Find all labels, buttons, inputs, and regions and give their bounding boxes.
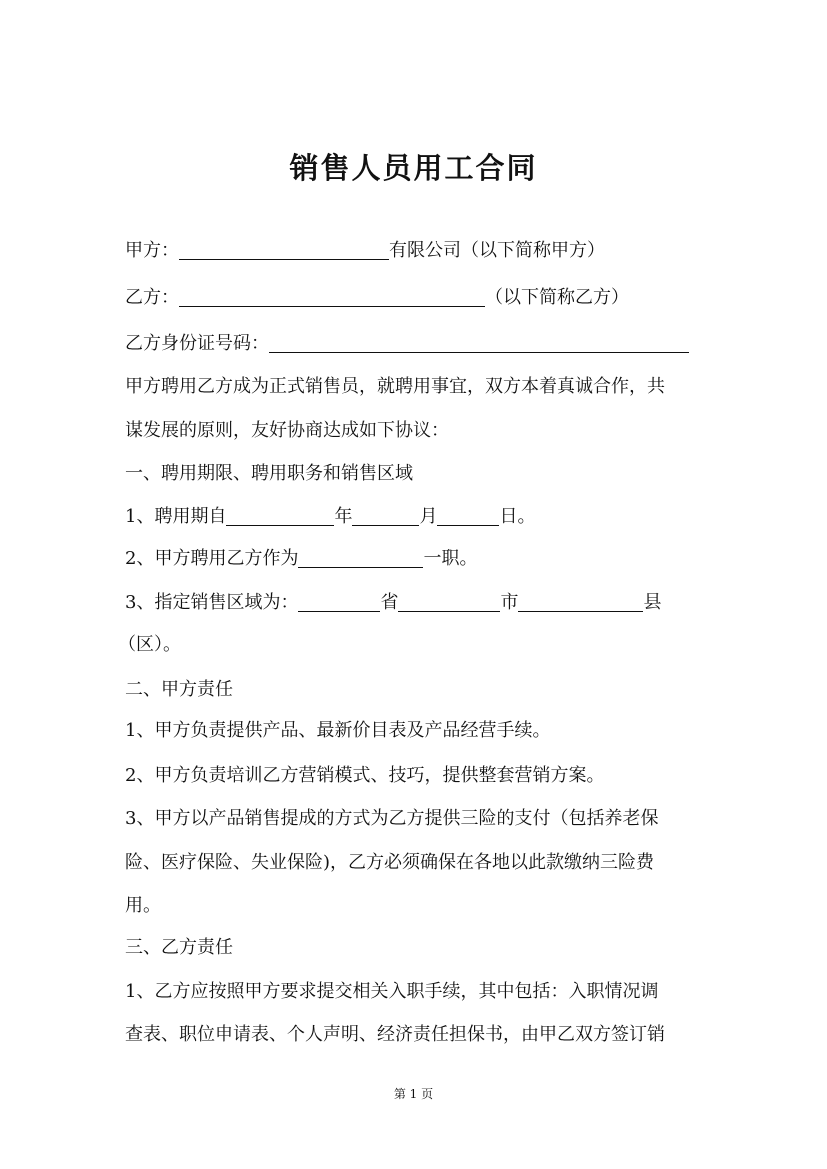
day-label: 日。 bbox=[499, 506, 536, 527]
year-label: 年 bbox=[334, 506, 353, 527]
county-blank[interactable] bbox=[518, 591, 643, 612]
id-number-label: 乙方身份证号码： bbox=[125, 333, 269, 354]
province-blank[interactable] bbox=[298, 591, 380, 612]
intro-line-1: 甲方聘用乙方成为正式销售员，就聘用事宜，双方本着真诚合作，共 bbox=[125, 376, 665, 397]
city-blank[interactable] bbox=[398, 591, 500, 612]
month-label: 月 bbox=[419, 506, 438, 527]
party-a-duty-2: 2、甲方负责培训乙方营销模式、技巧，提供整套营销方案。 bbox=[125, 765, 605, 786]
party-b-name-blank[interactable] bbox=[179, 286, 485, 307]
section-3-heading: 三、乙方责任 bbox=[125, 937, 233, 958]
id-number-blank[interactable] bbox=[269, 332, 689, 353]
section-2-heading: 二、甲方责任 bbox=[125, 679, 233, 700]
year-blank[interactable] bbox=[226, 505, 334, 526]
page-number: 1 bbox=[409, 1087, 418, 1101]
party-b-duty-1-line-2: 查表、职位申请表、个人声明、经济责任担保书，由甲乙双方签订销 bbox=[125, 1024, 665, 1045]
sales-region-prefix: 3、指定销售区域为： bbox=[125, 592, 299, 613]
party-a-label: 甲方： bbox=[125, 240, 179, 261]
party-b-line bbox=[125, 285, 705, 311]
page-footer bbox=[0, 1085, 827, 1102]
position-suffix: 一职。 bbox=[423, 548, 478, 569]
party-b-label: 乙方： bbox=[125, 287, 179, 308]
province-label: 省 bbox=[380, 592, 399, 613]
sales-region-line-2: （区）。 bbox=[118, 634, 181, 655]
party-a-line bbox=[125, 238, 705, 264]
party-a-duty-3-line-2: 险、医疗保险、失业保险)，乙方必须确保在各地以此款缴纳三险费 bbox=[125, 852, 655, 873]
city-label: 市 bbox=[500, 592, 519, 613]
party-a-suffix: 有限公司（以下简称甲方） bbox=[389, 240, 605, 261]
position-prefix: 2、甲方聘用乙方作为 bbox=[125, 548, 299, 569]
sales-region-line bbox=[125, 590, 705, 616]
party-b-suffix: （以下简称乙方） bbox=[485, 287, 629, 308]
party-a-duty-3-line-1: 3、甲方以产品销售提成的方式为乙方提供三险的支付（包括养老保 bbox=[125, 808, 659, 829]
day-blank[interactable] bbox=[437, 505, 499, 526]
employment-period-line bbox=[125, 504, 705, 530]
page-prefix: 第 bbox=[393, 1087, 406, 1101]
page-suffix: 页 bbox=[421, 1087, 434, 1101]
position-blank[interactable] bbox=[298, 547, 423, 568]
employment-period-prefix: 1、聘用期自 bbox=[125, 506, 227, 527]
position-line bbox=[125, 546, 705, 572]
party-b-duty-1-line-1: 1、乙方应按照甲方要求提交相关入职手续，其中包括：入职情况调 bbox=[125, 981, 659, 1002]
party-a-duty-1: 1、甲方负责提供产品、最新价目表及产品经营手续。 bbox=[125, 720, 551, 741]
month-blank[interactable] bbox=[352, 505, 419, 526]
id-number-line bbox=[125, 331, 705, 357]
party-a-name-blank[interactable] bbox=[179, 239, 389, 260]
document-title: 销售人员用工合同 bbox=[289, 151, 538, 185]
party-a-duty-3-line-3: 用。 bbox=[125, 895, 161, 916]
county-label: 县 bbox=[643, 592, 662, 613]
section-1-heading: 一、聘用期限、聘用职务和销售区域 bbox=[125, 463, 413, 484]
intro-line-2: 谋发展的原则，友好协商达成如下协议： bbox=[125, 420, 449, 441]
